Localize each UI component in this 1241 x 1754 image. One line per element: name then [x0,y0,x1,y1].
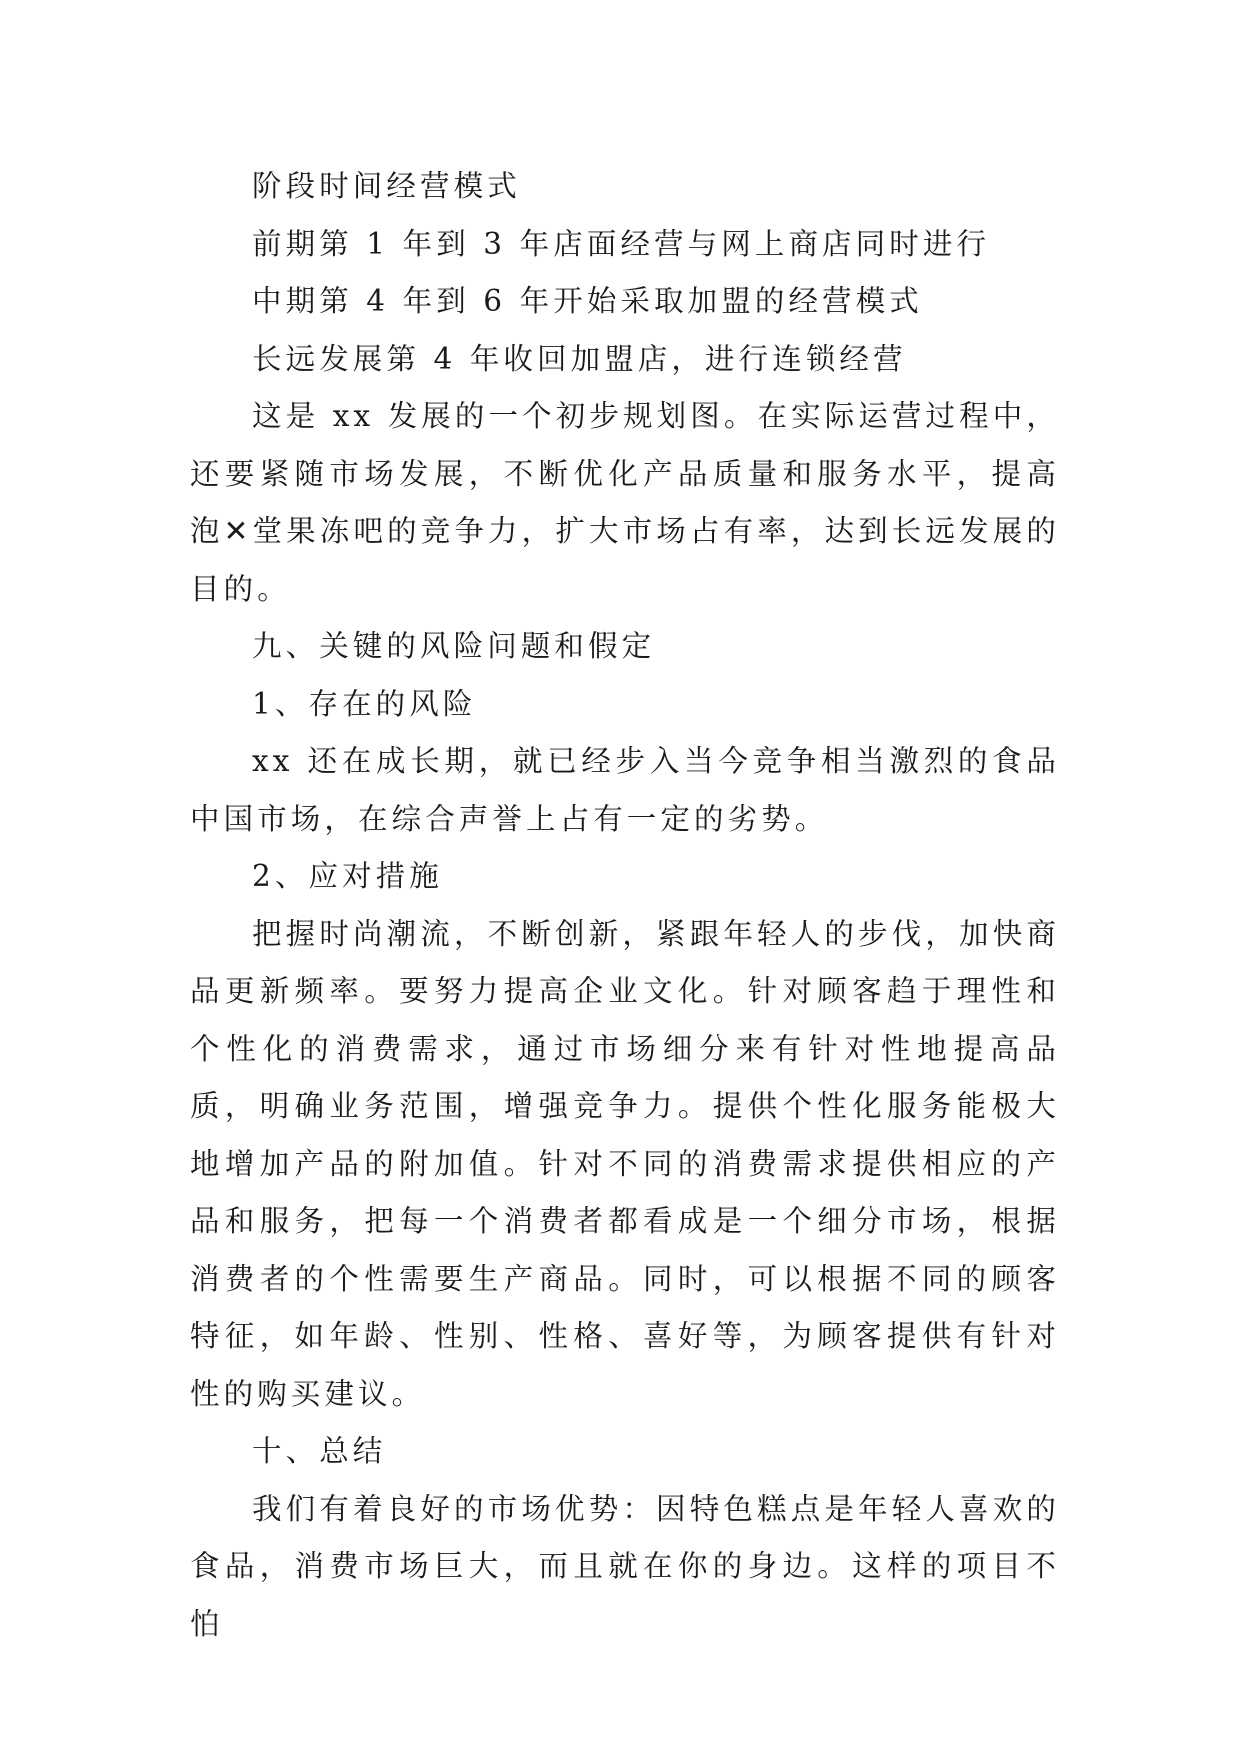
subheading-existing-risks: 1、存在的风险 [252,686,477,721]
risk-paragraph: xx 还在成长期，就已经步入当今竞争相当激烈的食品中国市场，在综合声誉上占有一定的劣势。 [190,744,1060,836]
section-heading-summary: 十、总结 [252,1434,387,1468]
stage-middle: 中期第 4 年到 6 年开始采取加盟的经营模式 [252,284,923,318]
countermeasures-paragraph: 把握时尚潮流，不断创新，紧跟年轻人的步伐，加快商品更新频率。要努力提高企业文化。针对顾客趋于理性和个性化的消费需求，通过市场细分来有针对性地提高品质，明确业务范围，增强竞争力。提供个性化服务能极大地增加产品的附加值。针对不同的消费需求提供相应的产品和服务，把每一个消费者都看成是一个细分市场，根据消费者的个性需要生产商品。同时，可以根据不同的顾客特征，如年龄、性别、性格、喜好等，为顾客提供有针对性的购买建议。 [190,916,1060,1411]
section-heading-risks: 九、关键的风险问题和假定 [252,629,656,663]
stage-early: 前期第 1 年到 3 年店面经营与网上商店同时进行 [252,226,991,261]
stage-long-term: 长远发展第 4 年收回加盟店，进行连锁经营 [252,341,907,376]
subheading-countermeasures: 2、应对措施 [252,859,443,893]
stage-table-header: 阶段时间经营模式 [252,169,521,203]
document-body [190,158,1060,1653]
summary-paragraph: 我们有着良好的市场优势：因特色糕点是年轻人喜欢的食品，消费市场巨大，而且就在你的身边。这样的项目不怕 [190,1491,1060,1641]
plan-summary-paragraph: 这是 xx 发展的一个初步规划图。在实际运营过程中，还要紧随市场发展，不断优化产品质量和服务水平，提高泡✕堂果冻吧的竞争力，扩大市场占有率，达到长远发展的目的。 [190,399,1060,606]
